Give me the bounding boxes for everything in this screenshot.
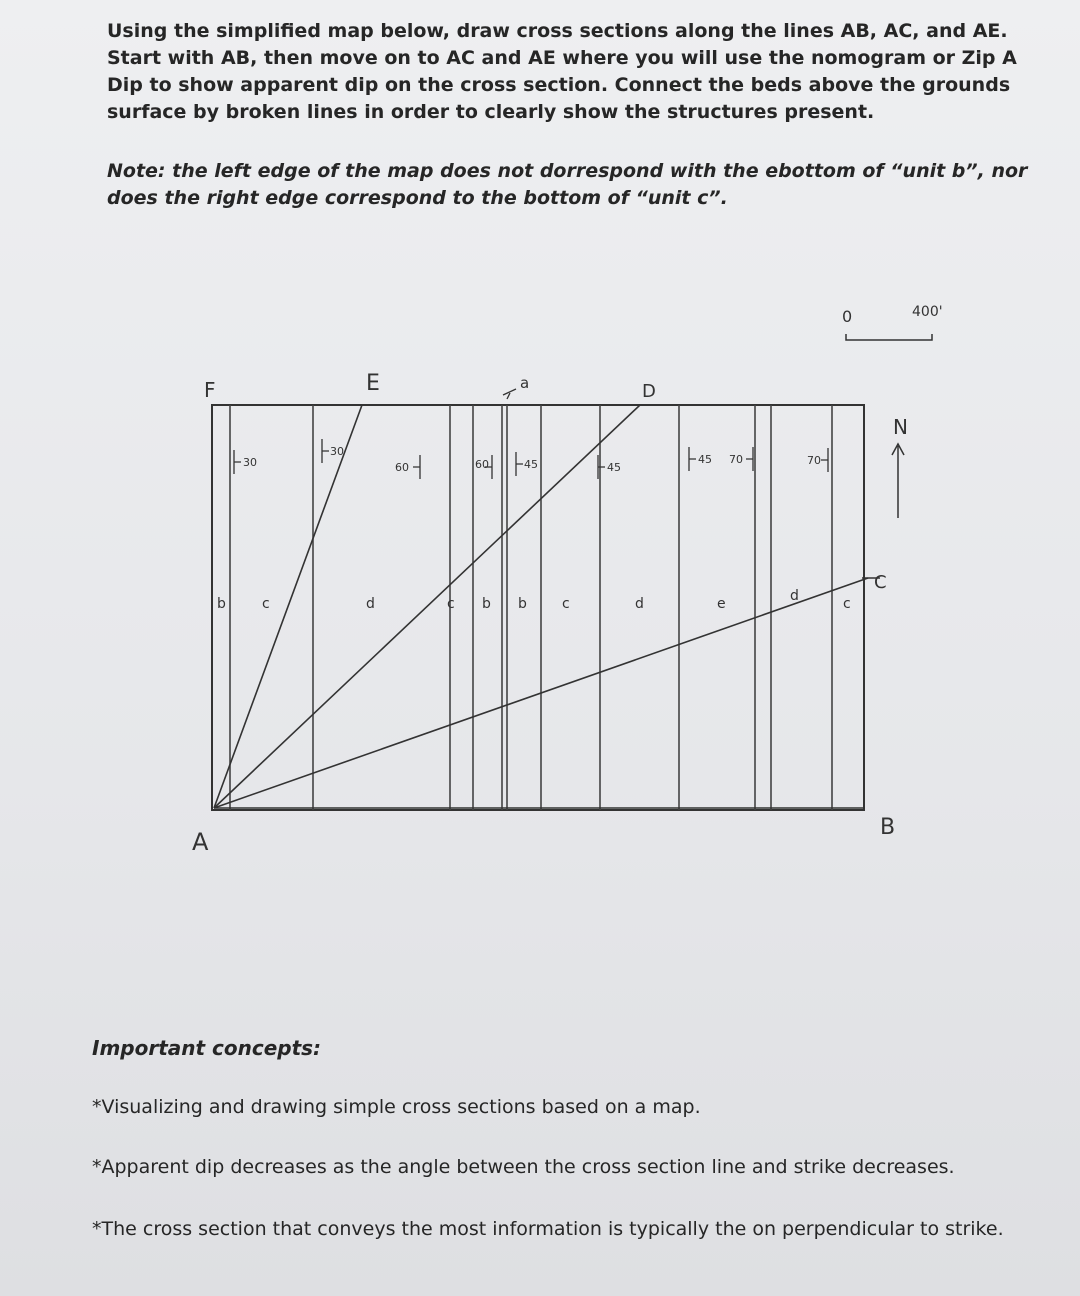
- unit-label: d: [790, 588, 799, 604]
- dip-value: 45: [524, 458, 538, 471]
- north-label: N: [893, 415, 908, 439]
- point-b-label: B: [880, 815, 896, 840]
- concept-item: *Visualizing and drawing simple cross sections based on a map.: [92, 1096, 701, 1118]
- dip-value: 30: [330, 445, 344, 458]
- dip-value: 45: [607, 461, 621, 474]
- dip-value: 45: [698, 453, 712, 466]
- point-d-label: D: [642, 381, 656, 402]
- line-ae: [214, 405, 362, 808]
- unit-label: b: [482, 596, 491, 612]
- dip-value: 60: [395, 461, 409, 474]
- dip-value: 70: [729, 453, 743, 466]
- strike-dip-symbol: [503, 389, 516, 399]
- scale-distance-label: 400': [912, 304, 943, 320]
- unit-label: c: [262, 596, 270, 612]
- unit-label: b: [518, 596, 527, 612]
- concepts-title: Important concepts:: [92, 1036, 322, 1060]
- unit-label: d: [635, 596, 644, 612]
- unit-label: c: [562, 596, 570, 612]
- dip-value: 60: [475, 458, 489, 471]
- concept-item: *The cross section that conveys the most information is typically the on perpendicular to strike.: [92, 1218, 1004, 1240]
- scale-zero-label: 0: [842, 307, 853, 326]
- scale-bar: [846, 334, 932, 340]
- point-c-label: C: [874, 572, 887, 593]
- dip-value: 70: [807, 454, 821, 467]
- instructions-text: Using the simplified map below, draw cross sections along the lines AB, AC, and AE. Start with AB, then move on to AC and AE where you will use the nomogram or Zip A Dip to show apparent dip on the cross section. Connect the beds above the grounds surface by broken lines in order to clearly show the structures present.: [107, 20, 1017, 123]
- unit-label: c: [843, 596, 851, 612]
- top-unit-label: a: [520, 374, 530, 392]
- point-e-label: E: [366, 371, 380, 396]
- line-ad: [214, 405, 640, 808]
- map-note: Note: the left edge of the map does not dorrespond with the ebottom of “unit b”, nor does the right edge correspond to the bottom of “unit c”.: [107, 160, 1028, 209]
- map-frame: [212, 405, 864, 810]
- unit-label: e: [717, 596, 726, 612]
- unit-label: b: [217, 596, 226, 612]
- concept-item: *Apparent dip decreases as the angle between the cross section line and strike decreases.: [92, 1156, 955, 1178]
- unit-label: c: [447, 596, 455, 612]
- point-f-label: F: [204, 378, 216, 402]
- dip-value: 30: [243, 456, 257, 469]
- geologic-map: [0, 280, 1080, 880]
- point-a-label: A: [192, 828, 209, 856]
- unit-label: d: [366, 596, 375, 612]
